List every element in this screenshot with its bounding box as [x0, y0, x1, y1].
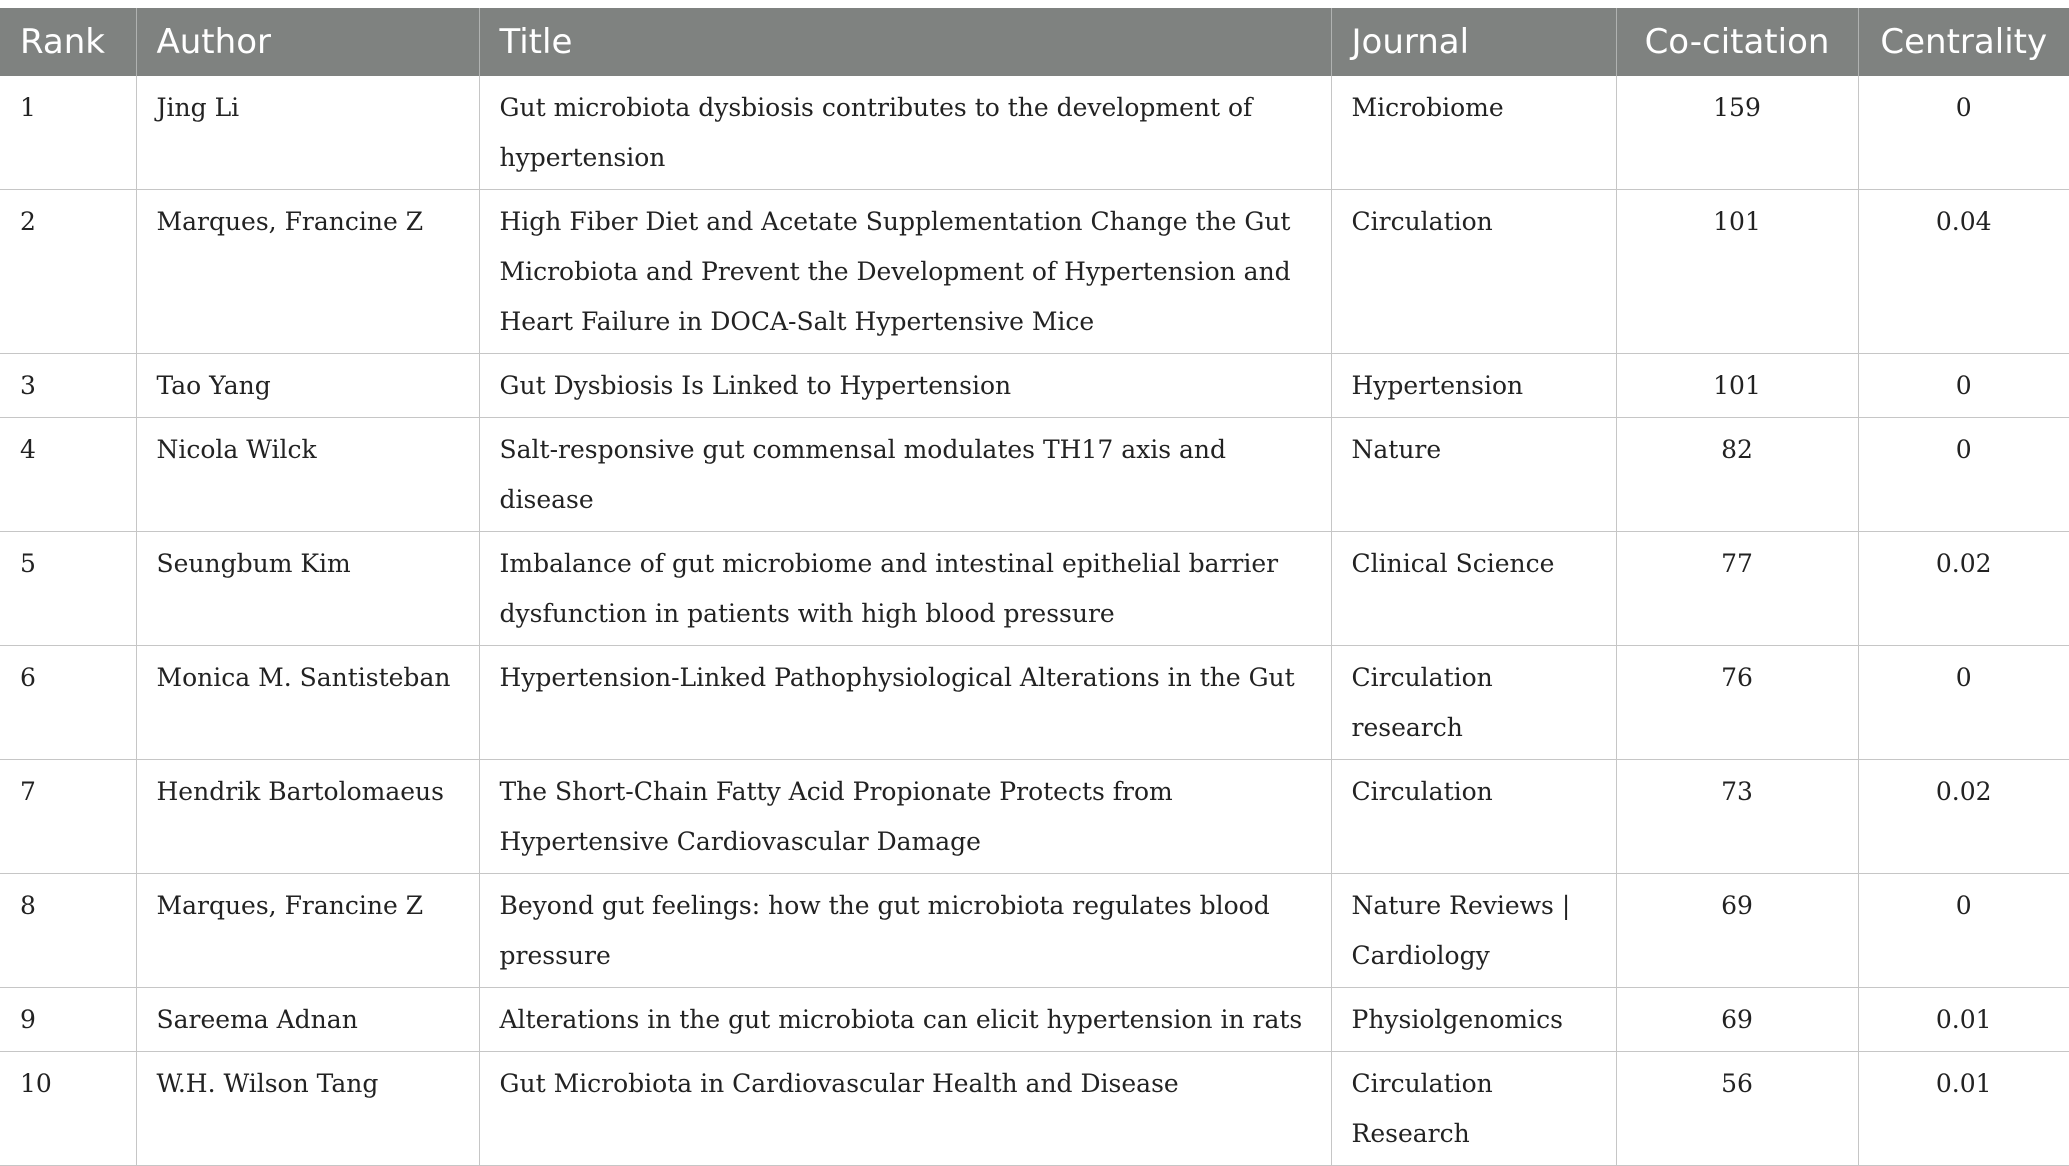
header-cocitation: Co-citation [1616, 8, 1858, 76]
cell-author: W.H. Wilson Tang [136, 1052, 479, 1166]
header-title: Title [479, 8, 1331, 76]
cell-centrality: 0.02 [1858, 532, 2069, 646]
cell-cocitation: 101 [1616, 354, 1858, 418]
cell-title: Gut microbiota dysbiosis contributes to the development of hypertension [479, 76, 1331, 190]
cell-title: Beyond gut feelings: how the gut microbiota regulates blood pressure [479, 874, 1331, 988]
cell-cocitation: 77 [1616, 532, 1858, 646]
cell-author: Sareema Adnan [136, 988, 479, 1052]
cell-cocitation: 82 [1616, 418, 1858, 532]
table-header [0, 8, 2069, 76]
cell-journal: Clinical Science [1331, 532, 1616, 646]
cell-cocitation: 101 [1616, 190, 1858, 354]
cell-title: Salt-responsive gut commensal modulates TH17 axis and disease [479, 418, 1331, 532]
table-row [0, 354, 2069, 418]
cell-author: Seungbum Kim [136, 532, 479, 646]
cell-journal: Hypertension [1331, 354, 1616, 418]
cell-title: Gut Dysbiosis Is Linked to Hypertension [479, 354, 1331, 418]
cell-centrality: 0.01 [1858, 988, 2069, 1052]
cell-author: Tao Yang [136, 354, 479, 418]
header-row [0, 8, 2069, 76]
cell-title: High Fiber Diet and Acetate Supplementation Change the Gut Microbiota and Prevent the Development of Hypertension and Heart Failure in DOCA-Salt Hypertensive Mice [479, 190, 1331, 354]
header-rank: Rank [0, 8, 136, 76]
cell-rank: 2 [0, 190, 136, 354]
cell-author: Nicola Wilck [136, 418, 479, 532]
cell-journal: Circulation [1331, 190, 1616, 354]
cell-centrality: 0.04 [1858, 190, 2069, 354]
table-row [0, 988, 2069, 1052]
table-row [0, 532, 2069, 646]
cell-journal: Nature Reviews | Cardiology [1331, 874, 1616, 988]
table-row [0, 1052, 2069, 1166]
cell-cocitation: 76 [1616, 646, 1858, 760]
cell-centrality: 0 [1858, 76, 2069, 190]
header-journal: Journal [1331, 8, 1616, 76]
header-author: Author [136, 8, 479, 76]
cell-title: The Short-Chain Fatty Acid Propionate Protects from Hypertensive Cardiovascular Damage [479, 760, 1331, 874]
cell-journal: Circulation research [1331, 646, 1616, 760]
cell-cocitation: 69 [1616, 988, 1858, 1052]
table-row [0, 418, 2069, 532]
table-row [0, 76, 2069, 190]
cell-journal: Circulation [1331, 760, 1616, 874]
table-body [0, 76, 2069, 1166]
cell-centrality: 0 [1858, 354, 2069, 418]
co-citation-table [0, 8, 2069, 1166]
cell-title: Gut Microbiota in Cardiovascular Health and Disease [479, 1052, 1331, 1166]
table-row [0, 646, 2069, 760]
cell-rank: 10 [0, 1052, 136, 1166]
cell-centrality: 0 [1858, 418, 2069, 532]
cell-centrality: 0 [1858, 874, 2069, 988]
table-row [0, 190, 2069, 354]
cell-rank: 1 [0, 76, 136, 190]
co-citation-table-container [0, 8, 2069, 1166]
cell-rank: 8 [0, 874, 136, 988]
cell-rank: 3 [0, 354, 136, 418]
cell-centrality: 0 [1858, 646, 2069, 760]
table-row [0, 760, 2069, 874]
cell-author: Hendrik Bartolomaeus [136, 760, 479, 874]
cell-centrality: 0.02 [1858, 760, 2069, 874]
cell-author: Monica M. Santisteban [136, 646, 479, 760]
table-row [0, 874, 2069, 988]
cell-rank: 7 [0, 760, 136, 874]
cell-rank: 4 [0, 418, 136, 532]
cell-cocitation: 159 [1616, 76, 1858, 190]
cell-author: Marques, Francine Z [136, 874, 479, 988]
cell-journal: Physiolgenomics [1331, 988, 1616, 1052]
cell-author: Jing Li [136, 76, 479, 190]
cell-title: Alterations in the gut microbiota can elicit hypertension in rats [479, 988, 1331, 1052]
cell-journal: Nature [1331, 418, 1616, 532]
cell-journal: Circulation Research [1331, 1052, 1616, 1166]
header-centrality: Centrality [1858, 8, 2069, 76]
cell-rank: 9 [0, 988, 136, 1052]
cell-rank: 5 [0, 532, 136, 646]
cell-cocitation: 69 [1616, 874, 1858, 988]
cell-cocitation: 56 [1616, 1052, 1858, 1166]
cell-cocitation: 73 [1616, 760, 1858, 874]
cell-journal: Microbiome [1331, 76, 1616, 190]
cell-title: Imbalance of gut microbiome and intestinal epithelial barrier dysfunction in patients with high blood pressure [479, 532, 1331, 646]
cell-centrality: 0.01 [1858, 1052, 2069, 1166]
cell-title: Hypertension-Linked Pathophysiological Alterations in the Gut [479, 646, 1331, 760]
cell-rank: 6 [0, 646, 136, 760]
cell-author: Marques, Francine Z [136, 190, 479, 354]
